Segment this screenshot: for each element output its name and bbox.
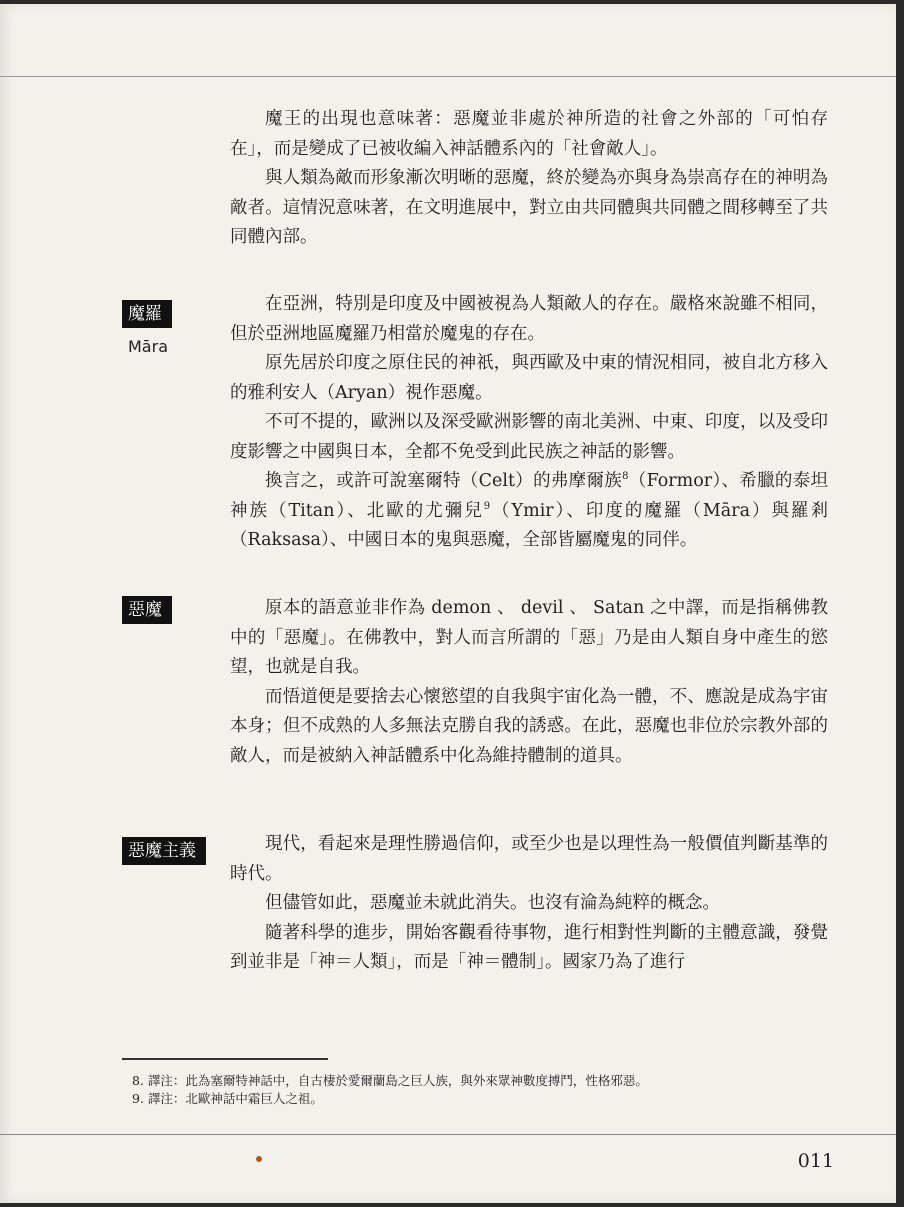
footnote-8: 8. 譯注：此為塞爾特神話中，自古棲於愛爾蘭島之巨人族，與外來眾神數度搏鬥，性格邪惡。 — [132, 1073, 648, 1088]
footnote-9: 9. 譯注：北歐神話中霜巨人之祖。 — [132, 1091, 323, 1106]
footnote-ref-9: 9 — [483, 500, 491, 512]
akumaism-paragraph-1: 現代，看起來是理性勝過信仰，或至少也是以理性為一般價值判斷基準的時代。 — [230, 834, 828, 884]
mara-paragraph-1: 在亞洲，特別是印度及中國被視為人類敵人的存在。嚴格來說雖不相同，但於亞洲地區魔羅乃相當於魔鬼的存在。 — [230, 294, 828, 344]
akumaism-paragraph-3: 隨著科學的進步，開始客觀看待事物，進行相對性判斷的主體意識，發覺到並非是「神＝人類」，而是「神＝體制」。國家乃為了進行 — [230, 922, 828, 972]
intro-paragraph-2: 與人類為敵而形象漸次明晰的惡魔，終於變為亦與身為崇高存在的神明為敵者。這情況意味著，在文明進展中，對立由共同體與共同體之間移轉至了共同體內部。 — [230, 168, 828, 247]
ink-spot — [256, 1156, 262, 1162]
header-rule — [0, 76, 896, 77]
mara-paragraph-3: 不可不提的，歐洲以及深受歐洲影響的南北美洲、中東、印度，以及受印度影響之中國與日本，全都不免受到此民族之神話的影響。 — [230, 412, 828, 462]
akumaism-section — [230, 830, 828, 978]
mara-paragraph-2: 原先居於印度之原住民的神祇，與西歐及中東的情況相同，被自北方移入的雅利安人（Aryan）視作惡魔。 — [230, 353, 828, 403]
mara-paragraph-4 — [230, 467, 828, 556]
section-label-akumaism: 惡魔主義 — [122, 837, 206, 865]
akuma-paragraph-2: 而悟道便是要捨去心懷慾望的自我與宇宙化為一體，不、應說是成為宇宙本身；但不成熟的人多無法克勝自我的誘惑。在此，惡魔也非位於宗教外部的敵人，而是被納入神話體系中化為維持體制的道具。 — [230, 686, 828, 766]
footnote-rule — [122, 1058, 328, 1060]
book-page — [0, 4, 896, 1203]
mara-section — [230, 290, 828, 556]
akuma-section — [230, 594, 828, 771]
mara-paragraph-4b: （Formor）、希臘的泰坦神族（Titan）、北歐的尤彌兒 — [230, 471, 829, 521]
footer-rule — [0, 1134, 896, 1135]
section-label-mara: 魔羅 — [122, 300, 172, 328]
page-number: 011 — [797, 1150, 834, 1172]
footnote-ref-8: 8 — [622, 471, 629, 483]
intro-section — [230, 105, 828, 253]
section-sublabel-mara: Māra — [128, 337, 168, 356]
footnotes — [132, 1072, 822, 1108]
section-label-akuma: 惡魔 — [122, 596, 172, 624]
intro-paragraph-1: 魔王的出現也意味著：惡魔並非處於神所造的社會之外部的「可怕存在」，而是變成了已被收編入神話體系內的「社會敵人」。 — [230, 109, 828, 159]
akumaism-paragraph-2: 但儘管如此，惡魔並未就此消失。也沒有淪為純粹的概念。 — [265, 893, 720, 913]
akuma-paragraph-1: 原本的語意並非作為 demon 、 devil 、 Satan 之中譯，而是指稱佛教中的「惡魔」。在佛教中，對人而言所謂的「惡」乃是由人類自身中產生的慾望，也就是自我。 — [230, 598, 828, 677]
mara-paragraph-4c: （Ymir）、印度的魔羅（Māra）與羅剎（Raksasa）、中國日本的鬼與惡魔，全部皆屬魔鬼的同伴。 — [230, 500, 828, 550]
mara-paragraph-4a: 換言之，或許可說塞爾特（Celt）的弗摩爾族 — [265, 471, 623, 491]
